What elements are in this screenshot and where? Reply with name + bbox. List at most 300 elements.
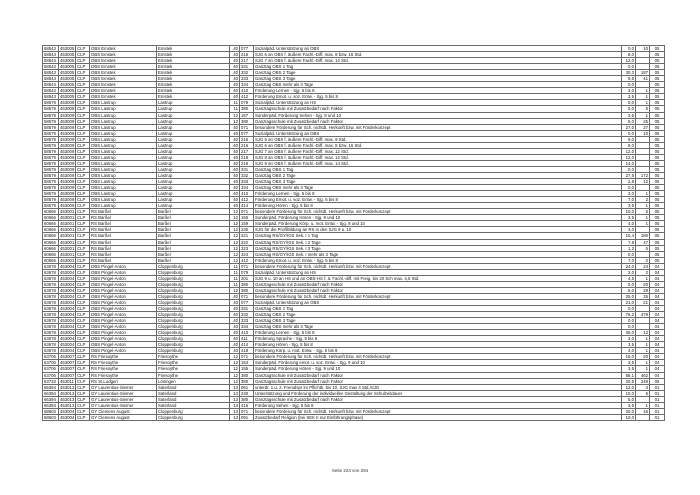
period-cell: 05: [650, 221, 665, 227]
school-name-cell: OBS Pingel-Anton: [90, 312, 157, 318]
school-name-cell: OBS Pingel-Anton: [90, 348, 157, 354]
hours-cell: 3,0: [622, 336, 636, 342]
school-name-cell: OBS Lastrup: [90, 160, 157, 166]
period-cell: 05: [650, 227, 665, 233]
period-cell: 01: [650, 402, 665, 408]
period-cell: 04: [650, 299, 665, 305]
count-cell: 1: [636, 100, 650, 106]
hours-cell: 3,5: [622, 215, 636, 221]
measure-code-cell: 061: [240, 384, 254, 390]
measure-code-cell: 412: [240, 197, 254, 203]
school-name-cell: OBS Emstek: [90, 88, 157, 94]
school-name-cell: RS Barßel: [90, 239, 157, 245]
school-code-cell: 453001: [60, 233, 75, 239]
school-nr-cell: 63733: [43, 378, 59, 384]
measure-code-cell: 322: [240, 239, 254, 245]
measure-description-cell: Ganztag OBS 2 Tage: [254, 312, 622, 318]
school-name-cell: OBS Pingel-Anton: [90, 269, 157, 275]
count-cell: 1: [636, 215, 650, 221]
measure-description-cell: SJG 6 an OBS f. äußere Fachl.-Diff. max. 8 bzw. 16 Std.: [254, 52, 622, 58]
school-code-cell: 453009: [60, 203, 75, 209]
section-cell: 40: [230, 76, 240, 82]
district-cell: CLP: [76, 215, 90, 221]
period-cell: 01: [650, 408, 665, 414]
school-code-cell: 453009: [60, 142, 75, 148]
hours-cell: 24,0: [622, 263, 636, 269]
measure-description-cell: besondere Förderung für Sch. nichtdt. Herkunft bzw. mit Förderkonzept: [254, 354, 622, 360]
period-cell: 05: [650, 124, 665, 130]
location-cell: Lastrup: [157, 142, 230, 148]
measure-code-cell: 153: [240, 360, 254, 366]
district-cell: CLP: [76, 94, 90, 100]
school-name-cell: OBS Lastrup: [90, 172, 157, 178]
district-cell: CLP: [76, 136, 90, 142]
section-cell: 12: [230, 287, 240, 293]
count-cell: 249: [636, 378, 650, 384]
district-cell: CLP: [76, 324, 90, 330]
school-code-cell: 453009: [60, 136, 75, 142]
district-cell: CLP: [76, 209, 90, 215]
district-cell: CLP: [76, 408, 90, 414]
measure-description-cell: Sozialpäd. Unterstützung an OBS: [254, 299, 622, 305]
location-cell: Saterland: [157, 384, 230, 390]
period-cell: 05: [650, 46, 665, 52]
location-cell: Friesoythe: [157, 360, 230, 366]
school-code-cell: 453005: [60, 94, 75, 100]
measure-description-cell: Förderung Körp. u. mot. Entw. - Sjg. 5 bis 8: [254, 348, 622, 354]
school-nr-cell: 66394: [43, 396, 59, 402]
section-cell: 40: [230, 136, 240, 142]
location-cell: Cloppenburg: [157, 312, 230, 318]
period-cell: 05: [650, 203, 665, 209]
period-cell: 05: [650, 215, 665, 221]
school-name-cell: RS Barßel: [90, 257, 157, 263]
school-name-cell: OBS Emstek: [90, 82, 157, 88]
measure-code-cell: 079: [240, 100, 254, 106]
district-cell: CLP: [76, 257, 90, 263]
school-code-cell: 453013: [60, 384, 75, 390]
section-cell: 40: [230, 203, 240, 209]
location-cell: Emstek: [157, 88, 230, 94]
school-name-cell: RS Barßel: [90, 233, 157, 239]
section-cell: 40: [230, 197, 240, 203]
school-name-cell: GY Clemens August: [90, 408, 157, 414]
count-cell: 12: [636, 330, 650, 336]
period-cell: 04: [650, 306, 665, 312]
period-cell: 05: [650, 70, 665, 76]
district-cell: CLP: [76, 269, 90, 275]
location-cell: Cloppenburg: [157, 408, 230, 414]
school-code-cell: 453005: [60, 76, 75, 82]
section-cell: 12: [230, 215, 240, 221]
school-name-cell: OBS Pingel-Anton: [90, 275, 157, 281]
school-code-cell: 453004: [60, 312, 75, 318]
count-cell: 1: [636, 275, 650, 281]
count-cell: 1: [636, 112, 650, 118]
school-code-cell: 453001: [60, 245, 75, 251]
count-cell: 47: [636, 239, 650, 245]
school-code-cell: 453001: [60, 257, 75, 263]
hours-cell: 0,0: [622, 64, 636, 70]
school-name-cell: OBS Pingel-Anton: [90, 318, 157, 324]
location-cell: Lastrup: [157, 160, 230, 166]
school-code-cell: 453009: [60, 130, 75, 136]
section-cell: 12: [230, 227, 240, 233]
hours-cell: 20,0: [622, 408, 636, 414]
section-cell: 40: [230, 179, 240, 185]
measure-code-cell: 215: [240, 136, 254, 142]
school-name-cell: RS Friesoythe: [90, 354, 157, 360]
school-code-cell: 453009: [60, 106, 75, 112]
section-cell: 40: [230, 82, 240, 88]
measure-description-cell: Förderung Lernen - Sjg. 5 bis 8: [254, 88, 622, 94]
hours-cell: 9,0: [622, 136, 636, 142]
location-cell: Emstek: [157, 76, 230, 82]
school-nr-cell: 60666: [43, 251, 59, 257]
period-cell: 05: [650, 148, 665, 154]
count-cell: 20: [636, 354, 650, 360]
period-cell: 05: [650, 245, 665, 251]
location-cell: Barßel: [157, 233, 230, 239]
period-cell: 05: [650, 172, 665, 178]
school-nr-cell: 63706: [43, 366, 59, 372]
location-cell: Saterland: [157, 396, 230, 402]
district-cell: CLP: [76, 179, 90, 185]
school-name-cell: GY Clemens August: [90, 414, 157, 420]
school-nr-cell: 58579: [43, 124, 59, 130]
school-code-cell: 453004: [60, 348, 75, 354]
section-cell: 40: [230, 142, 240, 148]
district-cell: CLP: [76, 281, 90, 287]
location-cell: Saterland: [157, 390, 230, 396]
district-cell: CLP: [76, 100, 90, 106]
school-name-cell: RS Barßel: [90, 251, 157, 257]
measure-description-cell: SJG 5 an OBS f. äußere Fachl.-Diff. max. 9 Std.: [254, 136, 622, 142]
measure-description-cell: Förderung Emot. u. soz. Entw. - Sjg. 5 bis 8: [254, 197, 622, 203]
location-cell: Cloppenburg: [157, 293, 230, 299]
district-cell: CLP: [76, 396, 90, 402]
section-cell: 40: [230, 130, 240, 136]
measure-description-cell: Ganztagsschule mit Zusatzbedarf nach Faktor: [254, 287, 622, 293]
school-nr-cell: 63678: [43, 318, 59, 324]
school-nr-cell: 58579: [43, 142, 59, 148]
hours-cell: 14,0: [622, 160, 636, 166]
school-code-cell: 453004: [60, 299, 75, 305]
hours-cell: 3,5: [622, 112, 636, 118]
measure-code-cell: 410: [240, 88, 254, 94]
hours-cell: 25,0: [622, 293, 636, 299]
allocation-table: [42, 45, 665, 421]
measure-code-cell: 380: [240, 281, 254, 287]
school-nr-cell: 58543: [43, 46, 59, 52]
hours-cell: 30,3: [622, 70, 636, 76]
school-name-cell: OBS Lastrup: [90, 124, 157, 130]
location-cell: Cloppenburg: [157, 287, 230, 293]
school-nr-cell: 58543: [43, 94, 59, 100]
school-nr-cell: 63678: [43, 263, 59, 269]
school-code-cell: 453005: [60, 52, 75, 58]
hours-cell: 20,5: [622, 378, 636, 384]
hours-cell: 4,0: [622, 221, 636, 227]
school-name-cell: GY Laurentius-Siemer: [90, 384, 157, 390]
school-nr-cell: 60666: [43, 245, 59, 251]
measure-description-cell: Sozialpäd. Unterstützung an OBS: [254, 46, 622, 52]
measure-code-cell: 218: [240, 154, 254, 160]
location-cell: Cloppenburg: [157, 299, 230, 305]
school-name-cell: OBS Emstek: [90, 64, 157, 70]
period-cell: 04: [650, 360, 665, 366]
district-cell: CLP: [76, 293, 90, 299]
period-cell: 04: [650, 269, 665, 275]
location-cell: Lastrup: [157, 185, 230, 191]
location-cell: Cloppenburg: [157, 348, 230, 354]
hours-cell: 2,8: [622, 179, 636, 185]
section-cell: 40: [230, 124, 240, 130]
school-name-cell: GY Laurentius-Siemer: [90, 390, 157, 396]
section-cell: 40: [230, 52, 240, 58]
school-code-cell: 453013: [60, 402, 75, 408]
district-cell: CLP: [76, 88, 90, 94]
measure-code-cell: 331: [240, 166, 254, 172]
school-nr-cell: 60666: [43, 233, 59, 239]
period-cell: 05: [650, 52, 665, 58]
school-code-cell: 453004: [60, 281, 75, 287]
period-cell: 04: [650, 318, 665, 324]
hours-cell: 5,0: [622, 281, 636, 287]
hours-cell: 8,0: [622, 52, 636, 58]
section-cell: 12: [230, 354, 240, 360]
hours-cell: 9,8: [622, 76, 636, 82]
district-cell: CLP: [76, 148, 90, 154]
measure-description-cell: besondere Förderung für Sch. nichtdt. Herkunft bzw. mit Förderkonzept: [254, 263, 622, 269]
period-cell: 05: [650, 118, 665, 124]
district-cell: CLP: [76, 330, 90, 336]
district-cell: CLP: [76, 70, 90, 76]
location-cell: Friesoythe: [157, 372, 230, 378]
measure-description-cell: Förderung Hören - Sjg. 5 bis 8: [254, 342, 622, 348]
period-cell: 04: [650, 348, 665, 354]
school-nr-cell: 63678: [43, 299, 59, 305]
measure-code-cell: 323: [240, 245, 254, 251]
school-nr-cell: 58579: [43, 106, 59, 112]
school-name-cell: RS Friesoythe: [90, 366, 157, 372]
section-cell: 40: [230, 58, 240, 64]
district-cell: CLP: [76, 76, 90, 82]
school-name-cell: RS Barßel: [90, 209, 157, 215]
measure-description-cell: Zusatzbedarf Religion (bei SEK II nur Einführungsphase): [254, 414, 622, 420]
measure-code-cell: 410: [240, 191, 254, 197]
school-nr-cell: 58543: [43, 64, 59, 70]
location-cell: Lastrup: [157, 118, 230, 124]
school-code-cell: 453007: [60, 366, 75, 372]
count-cell: 1: [636, 88, 650, 94]
period-cell: 05: [650, 82, 665, 88]
hours-cell: 5,0: [622, 118, 636, 124]
school-code-cell: 453004: [60, 330, 75, 336]
school-code-cell: 453001: [60, 239, 75, 245]
period-cell: 04: [650, 312, 665, 318]
school-code-cell: 453005: [60, 58, 75, 64]
district-cell: CLP: [76, 245, 90, 251]
school-nr-cell: 58579: [43, 148, 59, 154]
location-cell: Cloppenburg: [157, 263, 230, 269]
measure-code-cell: 333: [240, 76, 254, 82]
hours-cell: 3,5: [622, 360, 636, 366]
measure-description-cell: Sozialpäd. Unterstützung an HS: [254, 100, 622, 106]
period-cell: 05: [650, 64, 665, 70]
district-cell: CLP: [76, 299, 90, 305]
school-code-cell: 453009: [60, 191, 75, 197]
hours-cell: 36,0: [622, 330, 636, 336]
section-cell: 12: [230, 360, 240, 366]
school-code-cell: 453005: [60, 82, 75, 88]
measure-description-cell: Ganztag OBS 1 Tag: [254, 166, 622, 172]
school-name-cell: OBS Lastrup: [90, 179, 157, 185]
hours-cell: 0,0: [622, 185, 636, 191]
district-cell: CLP: [76, 312, 90, 318]
hours-cell: 3,5: [622, 402, 636, 408]
measure-description-cell: Ganztag RS/GY/IGS Sek. I mehr als 3 Tage: [254, 251, 622, 257]
measure-code-cell: 332: [240, 312, 254, 318]
school-nr-cell: 63678: [43, 275, 59, 281]
measure-code-cell: 071: [240, 354, 254, 360]
district-cell: CLP: [76, 378, 90, 384]
period-cell: 05: [650, 257, 665, 263]
table-row: [43, 414, 665, 420]
location-cell: Cloppenburg: [157, 336, 230, 342]
school-name-cell: RS Barßel: [90, 245, 157, 251]
hours-cell: 0,0: [622, 318, 636, 324]
district-cell: CLP: [76, 372, 90, 378]
district-cell: CLP: [76, 348, 90, 354]
hours-cell: 16,0: [622, 354, 636, 360]
hours-cell: 0,0: [622, 130, 636, 136]
measure-code-cell: 201: [240, 275, 254, 281]
school-nr-cell: 58579: [43, 118, 59, 124]
section-cell: 40: [230, 318, 240, 324]
school-code-cell: 453007: [60, 372, 75, 378]
section-cell: 40: [230, 160, 240, 166]
hours-cell: 58,1: [622, 372, 636, 378]
school-nr-cell: 63678: [43, 293, 59, 299]
location-cell: Lastrup: [157, 179, 230, 185]
school-nr-cell: 63678: [43, 306, 59, 312]
measure-description-cell: Förderung Hören - Sjg. 5 bis 8: [254, 203, 622, 209]
school-nr-cell: 63678: [43, 269, 59, 275]
measure-description-cell: Ganztag OBS 3 Tage: [254, 76, 622, 82]
section-cell: 40: [230, 293, 240, 299]
school-name-cell: OBS Lastrup: [90, 130, 157, 136]
school-nr-cell: 63678: [43, 324, 59, 330]
school-name-cell: RS St.Ludgeri: [90, 378, 157, 384]
school-nr-cell: 58543: [43, 76, 59, 82]
location-cell: Lastrup: [157, 191, 230, 197]
period-cell: 04: [650, 263, 665, 269]
school-nr-cell: 63678: [43, 348, 59, 354]
school-nr-cell: 58579: [43, 100, 59, 106]
location-cell: Friesoythe: [157, 366, 230, 372]
hours-cell: 10,0: [622, 390, 636, 396]
measure-description-cell: Förderung Lernen - Sjg. 5 bis 8: [254, 191, 622, 197]
measure-code-cell: 230: [240, 227, 254, 233]
period-cell: 01: [650, 414, 665, 420]
measure-code-cell: 321: [240, 233, 254, 239]
school-name-cell: OBS Lastrup: [90, 118, 157, 124]
district-cell: CLP: [76, 251, 90, 257]
count-cell: 16: [636, 408, 650, 414]
period-cell: 05: [650, 130, 665, 136]
section-cell: 11: [230, 269, 240, 275]
school-nr-cell: 58579: [43, 203, 59, 209]
section-cell: 12: [230, 239, 240, 245]
school-nr-cell: 58543: [43, 88, 59, 94]
district-cell: CLP: [76, 64, 90, 70]
measure-code-cell: 071: [240, 124, 254, 130]
section-cell: 40: [230, 154, 240, 160]
district-cell: CLP: [76, 227, 90, 233]
count-cell: 27: [636, 124, 650, 130]
count-cell: 478: [636, 312, 650, 318]
hours-cell: 3,5: [622, 94, 636, 100]
measure-code-cell: 077: [240, 130, 254, 136]
measure-code-cell: 071: [240, 263, 254, 269]
location-cell: Cloppenburg: [157, 281, 230, 287]
period-cell: 04: [650, 287, 665, 293]
count-cell: 1: [636, 360, 650, 366]
school-code-cell: 453009: [60, 166, 75, 172]
hours-cell: 10,0: [622, 414, 636, 420]
hours-cell: 2,0: [622, 269, 636, 275]
measure-code-cell: 412: [240, 94, 254, 100]
hours-cell: 7,0: [622, 257, 636, 263]
district-cell: CLP: [76, 130, 90, 136]
district-cell: CLP: [76, 197, 90, 203]
section-cell: 11: [230, 263, 240, 269]
district-cell: CLP: [76, 166, 90, 172]
measure-code-cell: 071: [240, 209, 254, 215]
location-cell: Barßel: [157, 251, 230, 257]
count-cell: 25: [636, 118, 650, 124]
section-cell: 40: [230, 166, 240, 172]
section-cell: 13: [230, 384, 240, 390]
district-cell: CLP: [76, 124, 90, 130]
school-code-cell: 453004: [60, 318, 75, 324]
measure-code-cell: 380: [240, 372, 254, 378]
school-code-cell: 453009: [60, 185, 75, 191]
hours-cell: 12,0: [622, 148, 636, 154]
period-cell: 05: [650, 112, 665, 118]
count-cell: 1: [636, 402, 650, 408]
district-cell: CLP: [76, 191, 90, 197]
school-name-cell: OBS Lastrup: [90, 142, 157, 148]
hours-cell: 15,4: [622, 233, 636, 239]
section-cell: 12: [230, 372, 240, 378]
section-cell: 40: [230, 191, 240, 197]
hours-cell: 4,5: [622, 275, 636, 281]
school-name-cell: OBS Lastrup: [90, 148, 157, 154]
hours-cell: 3,5: [622, 366, 636, 372]
measure-description-cell: SJG 9 u. 10 an HS und an OBS-HS f. ä. Fachl.-diff. mit Freig. bis 20 Sch max. 4,5 Std.: [254, 275, 622, 281]
location-cell: Cloppenburg: [157, 275, 230, 281]
hours-cell: 3,5: [622, 342, 636, 348]
school-nr-cell: 58579: [43, 112, 59, 118]
measure-description-cell: Sonderpäd. Förderung emot. u. soz. Entw. - Sjg. 9 und 10: [254, 360, 622, 366]
measure-description-cell: Ganztag OBS 3 Tage: [254, 318, 622, 324]
district-cell: CLP: [76, 318, 90, 324]
location-cell: Barßel: [157, 221, 230, 227]
district-cell: CLP: [76, 384, 90, 390]
school-code-cell: 453009: [60, 160, 75, 166]
